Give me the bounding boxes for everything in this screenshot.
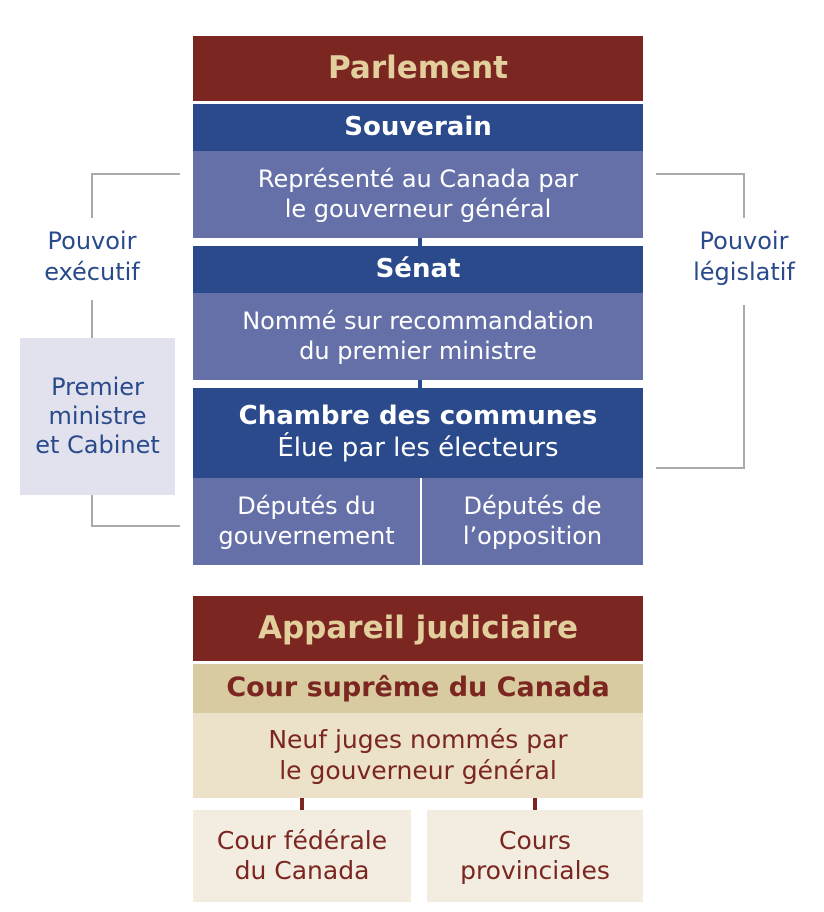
legislative-label: [676, 226, 812, 288]
legislative-bracket-top: [656, 174, 744, 218]
deputes-gouvernement-line1: Députés du: [237, 492, 376, 521]
cours-provinciales-box: [427, 810, 643, 902]
senat-desc-line1: Nommé sur recommandation: [242, 307, 594, 336]
cour-federale-line1: Cour fédérale: [216, 825, 388, 855]
deputes-opposition-box: [422, 478, 643, 565]
souverain-description: [193, 151, 643, 238]
senat-title: Sénat: [375, 253, 461, 284]
deputes-opposition-line1: Députés de: [463, 492, 602, 521]
cours-provinciales-line2: provinciales: [460, 856, 610, 885]
parlement-title: Parlement: [328, 49, 508, 86]
cabinet-line3: et Cabinet: [35, 431, 160, 460]
premier-ministre-cabinet-box: [20, 338, 175, 495]
cour-supreme-title: Cour suprême du Canada: [226, 672, 610, 704]
executive-label-line1: Pouvoir: [47, 227, 137, 255]
parlement-header: [193, 36, 643, 101]
executive-bracket-top: [92, 174, 180, 218]
souverain-desc-line2: le gouverneur général: [284, 194, 552, 223]
senat-description: [193, 293, 643, 380]
cour-supreme-header: [193, 664, 643, 713]
cabinet-line2: ministre: [48, 401, 147, 430]
cour-supreme-desc-line2: le gouverneur général: [279, 755, 557, 785]
legislative-bracket-bottom: [656, 305, 744, 468]
souverain-desc-line1: Représenté au Canada par: [257, 165, 579, 194]
chambre-title: Chambre des communes: [238, 401, 598, 432]
cour-federale-box: [193, 810, 411, 902]
cour-federale-line2: du Canada: [234, 856, 370, 885]
executive-bracket-bottom: [92, 495, 180, 526]
cour-supreme-desc-line1: Neuf juges nommés par: [268, 725, 568, 754]
chambre-subtitle: Élue par les électeurs: [277, 433, 559, 463]
chambre-box: [193, 388, 643, 478]
deputes-opposition-line2: l’opposition: [462, 521, 603, 550]
senat-desc-line2: du premier ministre: [299, 336, 537, 365]
executive-label: [30, 226, 154, 288]
deputes-gouvernement-box: [193, 478, 420, 565]
souverain-header: [193, 104, 643, 151]
cour-supreme-description: [193, 713, 643, 798]
cours-provinciales-line1: Cours: [499, 825, 571, 855]
judiciaire-header: [193, 596, 643, 661]
executive-label-line2: exécutif: [44, 258, 140, 287]
souverain-title: Souverain: [344, 111, 492, 142]
deputes-gouvernement-line2: gouvernement: [218, 521, 395, 550]
senat-header: [193, 246, 643, 293]
cabinet-line1: Premier: [51, 372, 144, 401]
legislative-label-line1: Pouvoir: [699, 227, 789, 255]
judiciaire-title: Appareil judiciaire: [257, 609, 579, 646]
legislative-label-line2: législatif: [693, 258, 795, 287]
